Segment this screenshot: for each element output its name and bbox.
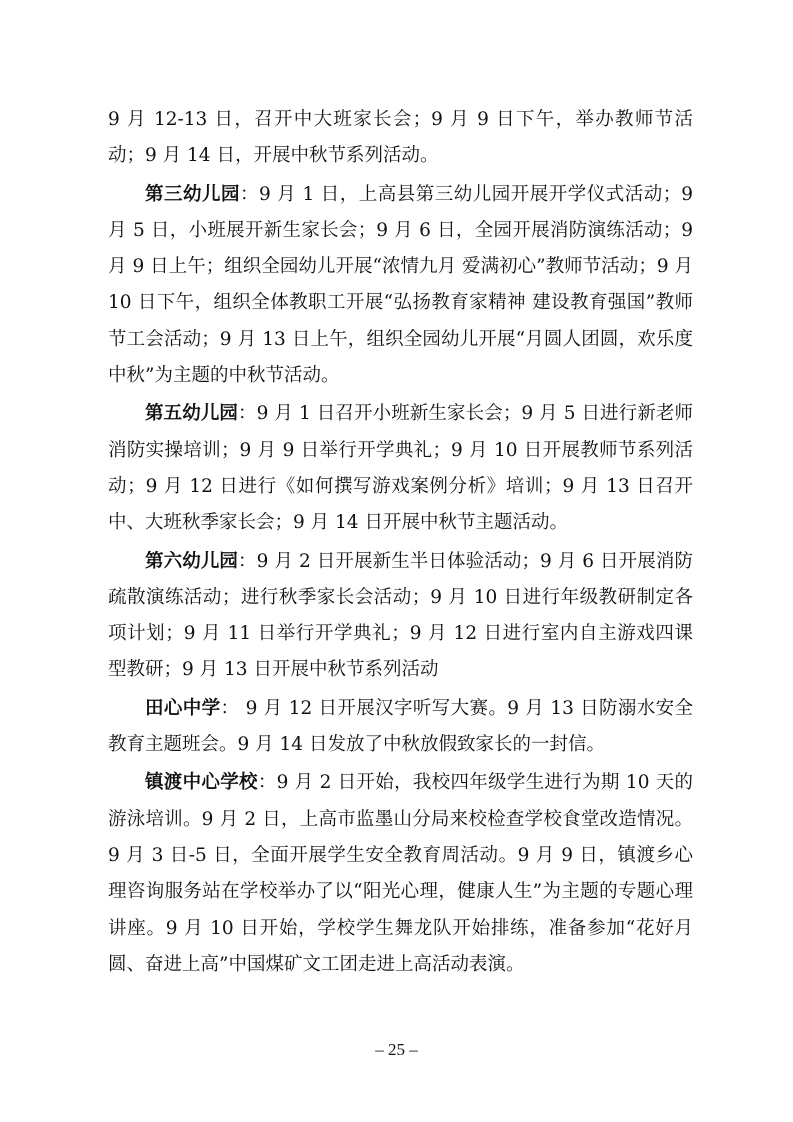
page-number: – 25 – (375, 1040, 418, 1059)
paragraph-continuation (108, 102, 693, 175)
paragraph-text: ：9 月 2 日开始，我校四年级学生进行为期 10 天的游泳培训。9 月 2 日，上高市监墨山分局来校检查学校食堂改造情况。9 月 3 日-5 日，全面开展学生安全教育周活动。9 月 9 日，镇渡乡心理咨询服务站在学校举办了以“阳光心理，健康人生”为主题的专题心理讲座。9 月 10 日开始，学校学生舞龙队开始排练，准备参加“花好月圆、奋进上高”中国煤矿文工团走进上高活动表演。 (108, 772, 693, 975)
paragraph-heading: 田心中学 (145, 697, 221, 719)
document-body (108, 102, 693, 985)
paragraph-heading: 镇渡中心学校 (145, 772, 258, 794)
paragraph-kindergarten-6 (108, 544, 693, 689)
paragraph-heading: 第三幼儿园 (145, 183, 241, 205)
paragraph-kindergarten-5 (108, 396, 693, 541)
paragraph-heading: 第五幼儿园 (145, 403, 239, 425)
paragraph-text: 9 月 12-13 日，召开中大班家长会；9 月 9 日下午，举办教师节活动；9 月 14 日，开展中秋节系列活动。 (108, 109, 693, 167)
paragraph-text: ：9 月 1 日召开小班新生家长会；9 月 5 日进行新老师消防实操培训；9 月 9 日举行开学典礼；9 月 10 日开展教师节系列活动；9 月 12 日进行《如何撰写游戏案例分析》培训；9 月 13 日召开中、大班秋季家长会；9 月 14 日开展中秋节主题活动。 (108, 403, 693, 534)
paragraph-text: ：9 月 1 日，上高县第三幼儿园开展开学仪式活动；9 月 5 日，小班展开新生家长会；9 月 6 日，全园开展消防演练活动；9 月 9 日上午；组织全园幼儿开展“浓情九月 爱满初心”教师节活动；9 月 10 日下午，组织全体教职工开展“弘扬教育家精神 建设教育强国”教师节工会活动；9 月 13 日上午，组织全园幼儿开展“月圆人团圆，欢乐度中秋”为主题的中秋节活动。 (108, 183, 693, 387)
paragraph-text: ：9 月 2 日开展新生半日体验活动；9 月 6 日开展消防疏散演练活动；进行秋季家长会活动；9 月 10 日进行年级教研制定各项计划；9 月 11 日举行开学典礼；9 月 12 日进行室内自主游戏四课型教研；9 月 13 日开展中秋节系列活动 (108, 550, 693, 681)
paragraph-zhendu-central-school (108, 765, 693, 983)
paragraph-heading: 第六幼儿园 (145, 550, 239, 572)
paragraph-text: ： 9 月 12 日开展汉字听写大赛。9 月 13 日防溺水安全教育主题班会。9 月 14 日发放了中秋放假致家长的一封信。 (108, 697, 693, 756)
paragraph-tianxin-middle-school (108, 691, 693, 764)
paragraph-kindergarten-3 (108, 177, 693, 395)
